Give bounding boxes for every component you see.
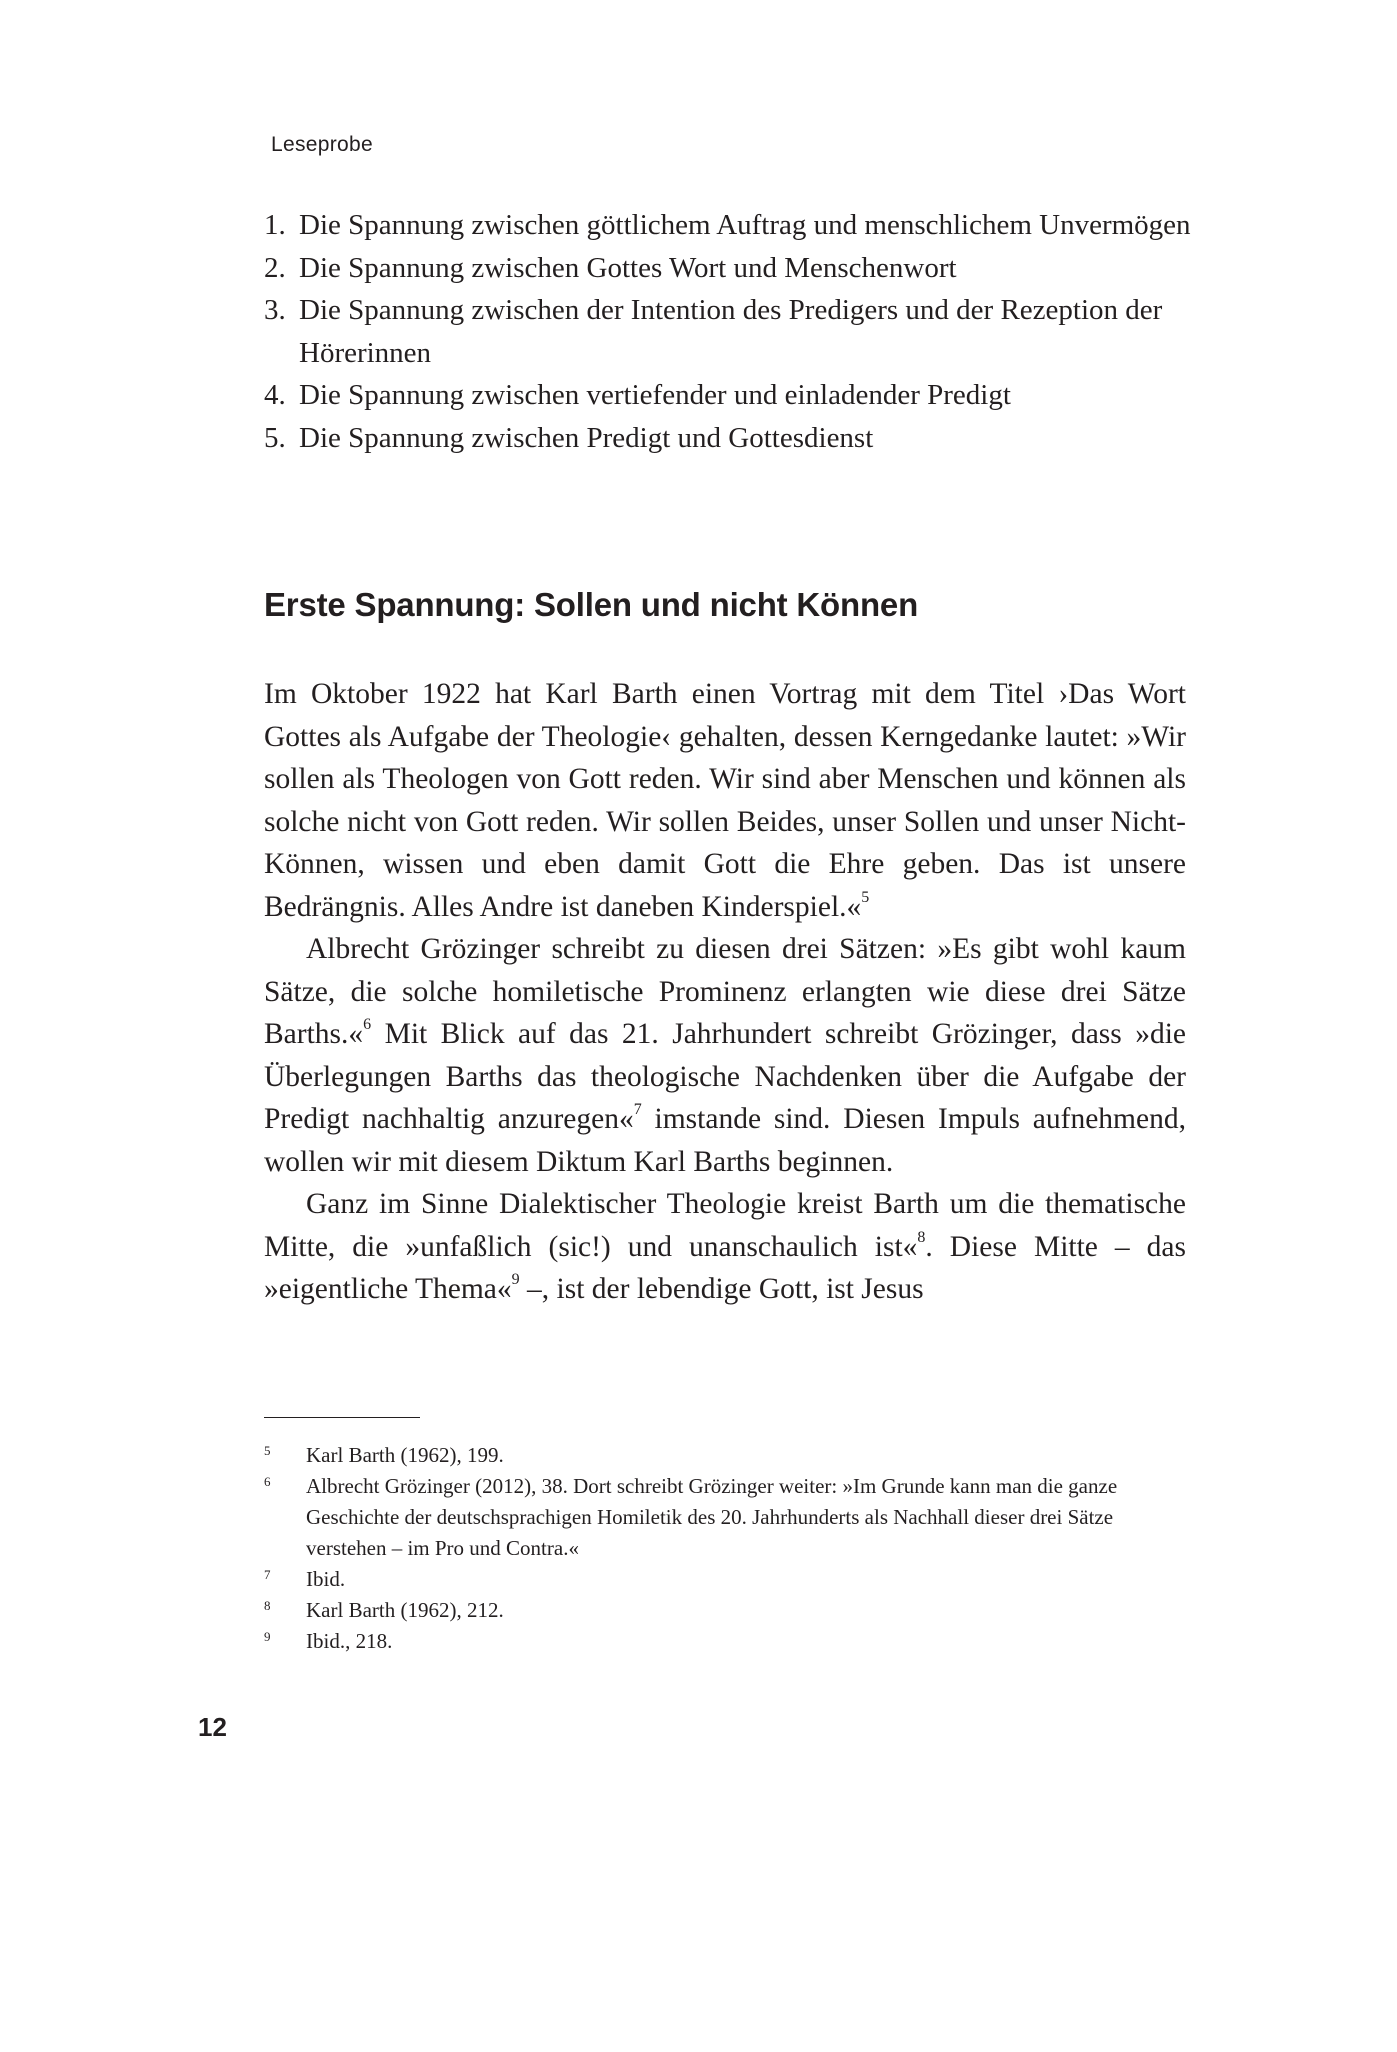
footnote-number: 7 xyxy=(264,1567,271,1582)
list-item xyxy=(264,374,1194,417)
footnote-text: Albrecht Grözinger (2012), 38. Dort schreibt Grözinger weiter: »Im Grunde kann man die ganze Geschichte der deutschsprachigen Homiletik des 20. Jahrhunderts als Nachhall dieser drei Sätze verstehen – im Pro und Contra.« xyxy=(306,1474,1118,1560)
paragraph xyxy=(264,673,1186,928)
list-item xyxy=(264,417,1194,460)
footnote xyxy=(264,1564,1164,1595)
list-item-text: Die Spannung zwischen Predigt und Gottesdienst xyxy=(299,421,874,454)
list-item-number: 2. xyxy=(264,251,286,284)
paragraph-text: Albrecht Grözinger schreibt zu diesen drei Sätzen: »Es gibt wohl kaum Sätze, die solche homiletische Prominenz erlangten wie diese drei Sätze Barths.« xyxy=(264,933,1186,1050)
paragraph-text: Im Oktober 1922 hat Karl Barth einen Vortrag mit dem Titel ›Das Wort Gottes als Aufgabe der Theologie‹ gehalten, dessen Kerngedanke lautet: »Wir sollen als Theologen von Gott reden. Wir sind aber Menschen und können als solche nicht von Gott reden. Wir sollen Beides, unser Sollen und unser Nicht-Können, wissen und eben damit Gott die Ehre geben. Das ist unsere Bedrängnis. Alles Andre ist daneben Kinderspiel.« xyxy=(264,678,1186,923)
list-item-number: 5. xyxy=(264,421,286,454)
list-item-text: Die Spannung zwischen göttlichem Auftrag und menschlichem Unvermögen xyxy=(299,209,1191,241)
paragraph-text: –, ist der lebendige Gott, ist Jesus xyxy=(519,1273,924,1305)
list-item-number: 4. xyxy=(264,379,286,411)
footnote-number: 6 xyxy=(264,1474,271,1489)
footnote-divider xyxy=(264,1417,420,1418)
footnote-ref: 5 xyxy=(861,888,870,906)
paragraph-text: Mit Blick auf das 21. Jahrhundert schreibt Grözinger, dass »die Überlegungen Barths das theologische Nachdenken über die Aufgabe der Predigt nachhaltig anzuregen« xyxy=(264,1018,1186,1135)
footnote-ref: 6 xyxy=(363,1016,372,1033)
list-item-text: Die Spannung zwischen vertiefender und einladender Predigt xyxy=(299,379,1011,411)
footnote xyxy=(264,1471,1164,1564)
footnote-text: Ibid. xyxy=(306,1567,346,1591)
footnote-number: 8 xyxy=(264,1598,271,1613)
list-item xyxy=(264,247,1194,290)
list-item-number: 3. xyxy=(264,294,286,326)
footnote xyxy=(264,1626,1164,1657)
footnote-number: 9 xyxy=(264,1629,271,1644)
running-header: Leseprobe xyxy=(271,133,373,156)
footnote-ref: 9 xyxy=(511,1271,520,1288)
page-number: 12 xyxy=(198,1712,227,1742)
spannungen-list xyxy=(264,204,1194,459)
body-text xyxy=(264,673,1186,1311)
footnote-ref: 7 xyxy=(633,1101,642,1118)
paragraph xyxy=(264,928,1186,1183)
paragraph-text: imstande sind. Diesen Impuls aufnehmend, wollen wir mit diesem Diktum Karl Barths beginnen. xyxy=(264,1103,1186,1178)
footnote xyxy=(264,1440,1164,1471)
footnote-text: Ibid., 218. xyxy=(306,1629,393,1653)
paragraph-text: Ganz im Sinne Dialektischer Theologie kreist Barth um die thematische Mitte, die »unfaßlich (sic!) und unanschaulich ist« xyxy=(264,1188,1186,1263)
footnote-ref: 8 xyxy=(917,1228,926,1246)
footnote-text: Karl Barth (1962), 212. xyxy=(306,1598,504,1622)
footnote-number: 5 xyxy=(264,1443,271,1458)
list-item-text: Die Spannung zwischen Gottes Wort und Menschenwort xyxy=(299,251,957,284)
footnotes xyxy=(264,1440,1164,1657)
paragraph xyxy=(264,1183,1186,1311)
section-heading: Erste Spannung: Sollen und nicht Können xyxy=(264,586,919,623)
list-item xyxy=(264,289,1194,374)
list-item-text: Die Spannung zwischen der Intention des Predigers und der Rezeption der Hörerinnen xyxy=(299,294,1163,369)
footnote-text: Karl Barth (1962), 199. xyxy=(306,1443,504,1467)
list-item xyxy=(264,204,1194,247)
paragraph-text: . Diese Mitte – das »eigentliche Thema« xyxy=(264,1230,1186,1305)
footnote xyxy=(264,1595,1164,1626)
list-item-number: 1. xyxy=(264,209,286,241)
